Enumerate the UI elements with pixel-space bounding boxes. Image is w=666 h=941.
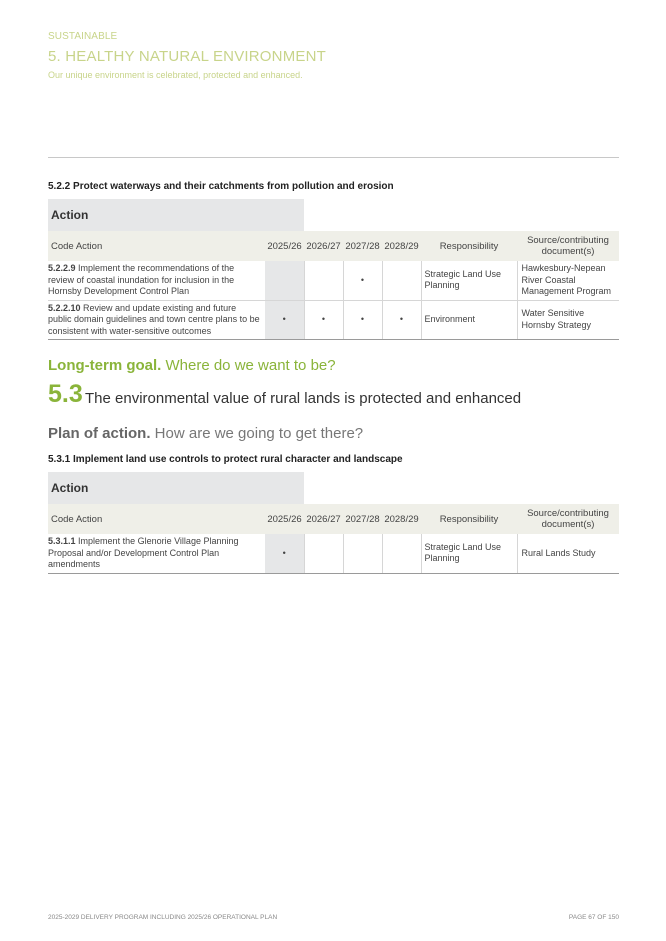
year-cell: •	[343, 300, 382, 340]
action-cell	[48, 300, 265, 340]
plan-label: Plan of action.	[48, 425, 151, 442]
source-cell: Hawkesbury-Nepean River Coastal Management Program	[517, 261, 619, 300]
col-responsibility: Responsibility	[421, 504, 517, 534]
section-kicker: SUSTAINABLE	[48, 31, 118, 42]
page-title: 5. HEALTHY NATURAL ENVIRONMENT	[48, 48, 326, 65]
col-responsibility: Responsibility	[421, 231, 517, 261]
action-text: Review and update existing and future public domain guidelines and town centre plans to be consistent with water-sensitive outcomes	[48, 302, 260, 336]
header-divider	[48, 157, 619, 158]
col-year: 2026/27	[304, 231, 343, 261]
year-cell: •	[265, 534, 304, 573]
plan-of-action-line	[48, 425, 363, 442]
table-row	[48, 300, 619, 340]
year-cell	[265, 261, 304, 300]
footer-page-number: PAGE 67 OF 150	[568, 914, 619, 921]
col-year: 2028/29	[382, 504, 421, 534]
col-year: 2026/27	[304, 504, 343, 534]
year-cell: •	[343, 261, 382, 300]
year-cell: •	[304, 300, 343, 340]
col-year: 2025/26	[265, 504, 304, 534]
long-term-goal-line	[48, 357, 336, 374]
col-source: Source/contributing document(s)	[517, 231, 619, 261]
action-tab-522: Action	[48, 199, 304, 231]
table-row	[48, 534, 619, 573]
action-code: 5.3.1.1	[48, 536, 76, 546]
year-cell	[304, 534, 343, 573]
col-code-action: Code Action	[48, 504, 265, 534]
action-text: Implement the Glenorie Village Planning Proposal and/or Development Control Plan amendments	[48, 536, 239, 569]
footer-document-title: 2025-2029 DELIVERY PROGRAM INCLUDING 2025/26 OPERATIONAL PLAN	[48, 914, 278, 921]
strategy-heading-531: 5.3.1 Implement land use controls to protect rural character and landscape	[48, 454, 403, 465]
action-table-522	[48, 231, 619, 340]
table-header-row	[48, 231, 619, 261]
year-cell: •	[382, 300, 421, 340]
responsibility-cell: Strategic Land Use Planning	[421, 261, 517, 300]
goal-question: Where do we want to be?	[161, 357, 336, 374]
action-tab-531: Action	[48, 472, 304, 504]
goal-label: Long-term goal.	[48, 357, 162, 374]
action-cell	[48, 261, 265, 300]
outcome-text: The environmental value of rural lands is protected and enhanced	[85, 390, 522, 407]
source-cell: Rural Lands Study	[517, 534, 619, 573]
year-cell	[382, 261, 421, 300]
action-text: Implement the recommendations of the review of coastal inundation for inclusion in the Hornsby Development Control Plan	[48, 263, 235, 296]
source-cell: Water Sensitive Hornsby Strategy	[517, 300, 619, 340]
col-year: 2027/28	[343, 231, 382, 261]
year-cell: •	[265, 300, 304, 340]
year-cell	[343, 534, 382, 573]
year-cell	[382, 534, 421, 573]
action-cell	[48, 534, 265, 573]
plan-question: How are we going to get there?	[150, 425, 364, 442]
strategy-heading-522: 5.2.2 Protect waterways and their catchments from pollution and erosion	[48, 181, 394, 192]
action-code: 5.2.2.10	[48, 302, 81, 313]
table-row	[48, 261, 619, 300]
col-year: 2025/26	[265, 231, 304, 261]
table-header-row	[48, 504, 619, 534]
year-cell	[304, 261, 343, 300]
outcome-number: 5.3	[48, 380, 83, 408]
col-code-action: Code Action	[48, 231, 265, 261]
action-table-531	[48, 504, 619, 574]
responsibility-cell: Environment	[421, 300, 517, 340]
col-year: 2027/28	[343, 504, 382, 534]
action-code: 5.2.2.9	[48, 263, 76, 273]
page-subtitle: Our unique environment is celebrated, protected and enhanced.	[48, 70, 303, 80]
col-year: 2028/29	[382, 231, 421, 261]
col-source: Source/contributing document(s)	[517, 504, 619, 534]
responsibility-cell: Strategic Land Use Planning	[421, 534, 517, 573]
